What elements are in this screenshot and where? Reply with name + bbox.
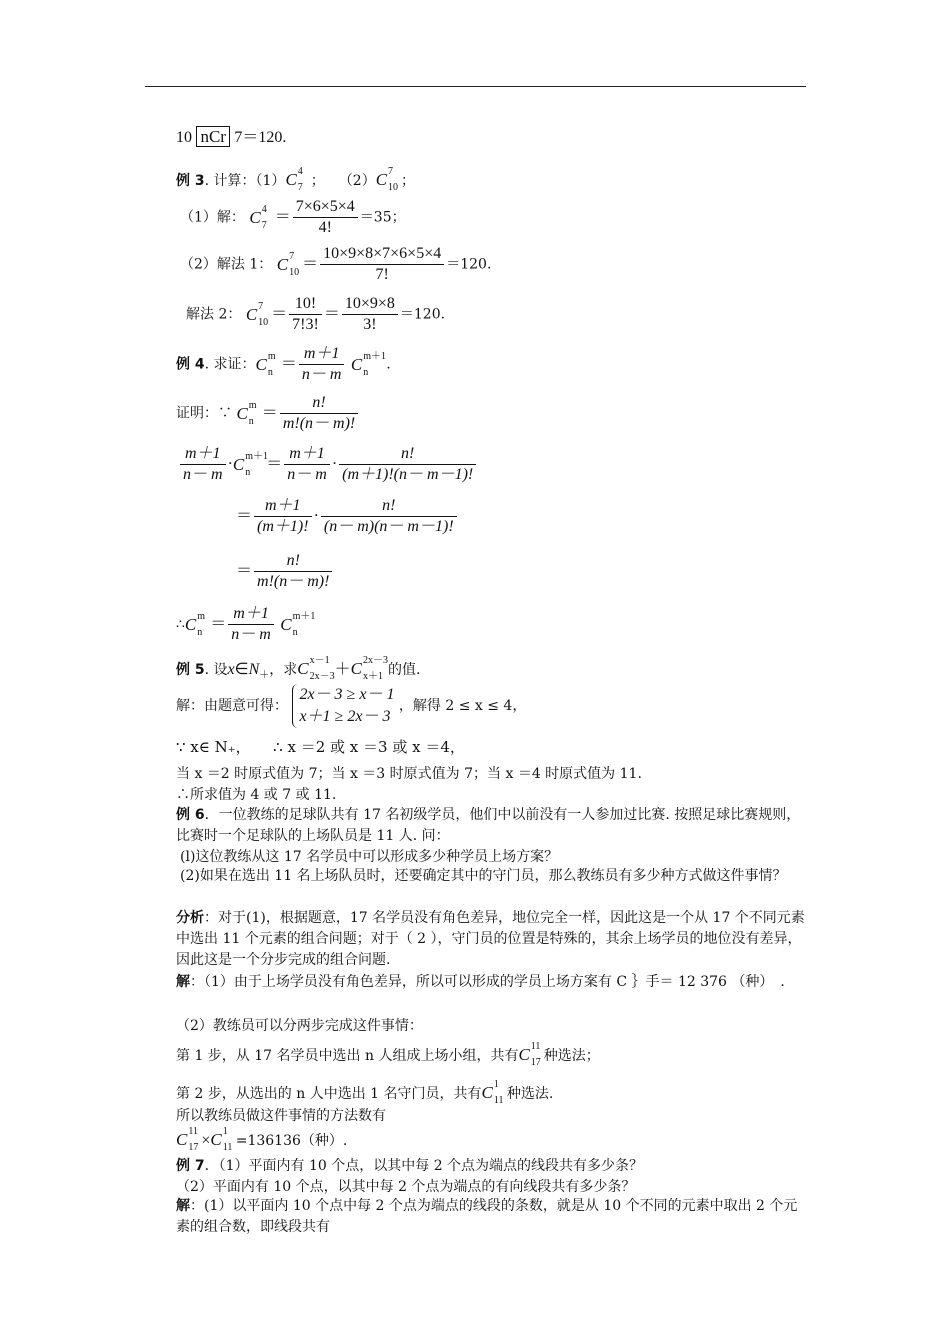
line-result: 7＝120. [234, 129, 287, 146]
result: ＝35； [359, 209, 406, 226]
proof-label: 证明：∵ [176, 405, 232, 422]
denominator: 4! [318, 219, 332, 236]
example-end: . [386, 356, 391, 373]
numerator: m＋1 [254, 498, 312, 517]
inequality-system [292, 684, 394, 728]
numerator: n! [254, 553, 332, 572]
example-end: ； [401, 173, 416, 189]
example-7 [176, 1159, 643, 1173]
denominator: m!(n－ m)! [282, 415, 356, 432]
example-end: 的值. [387, 662, 421, 678]
example-3-solution-1: （1）解： C 4 7 ＝ $\frac{7\times 6\times 5\times 4}{4!}$ ＝35； [180, 198, 406, 236]
example-4: 例 4. 求证：C m n ＝ $\frac{m+1}{n- m}$ C m＋1 n . [176, 345, 391, 383]
example-6-step-intro: （2）教练员可以分两步完成这件事情： [176, 1018, 423, 1034]
example-5-values: 当 x ＝2 时原式值为 7；当 x ＝3 时原式值为 7；当 x ＝4 时原式值为 11. [176, 766, 642, 782]
example-text: . 求证： [204, 356, 256, 373]
example-6-question-2: (2)如果在选出 11 名上场队员时，还要确定其中的守门员，那么教练员有多少种方式做这件事情？ [180, 868, 787, 884]
proof-line: 证明：∵ C m n ＝ $\frac{n!}{m!(n- m)!}$ [176, 395, 360, 432]
example-6-method-count: 所以教练员做这件事情的方法数有 [176, 1108, 386, 1124]
numerator: m＋1 [284, 446, 330, 465]
step-text-end: 种选法； [543, 1048, 600, 1064]
numerator: 10! [289, 296, 322, 315]
example-label: 例 5 [176, 662, 205, 678]
result: ，解得 2 ≤ x ≤ 4， [398, 698, 527, 714]
solution-label: 解 [176, 1198, 190, 1214]
example-3-solution-3: 解法 2： C 7 10 ＝ $\frac{10!}{7!3!}$ ＝ $\frac{10\times 9\times 8}{3!}$ ＝120. [186, 295, 446, 333]
example-3-solution-2: （2）解法 1： C 7 10 ＝ $\frac{10\times 9\times 8\times 7\times 6\times 5\times 4}{7!}$ ＝120. [180, 245, 492, 283]
proof-step-3: ＝ $\frac{n!}{m!(n- m)!}$ [236, 553, 334, 590]
numerator: m＋1 [299, 346, 345, 365]
step-text: 第 2 步，从选出的 n 人中选出 1 名守门员，共有 [176, 1086, 482, 1102]
solution-label: 解 [176, 974, 190, 990]
example-label: 例 7 [176, 1158, 205, 1174]
example-label: 例 3 [176, 173, 205, 189]
example-6-analysis [176, 908, 806, 971]
result: ＝120. [446, 256, 492, 273]
ncr-key: nCr [196, 126, 230, 147]
numerator: m＋1 [228, 606, 274, 625]
example-5-answer: ∴所求值为 4 或 7 或 11. [176, 787, 337, 803]
result: =136136（种）. [235, 1133, 348, 1149]
therefore: ∴ [176, 616, 185, 633]
solution-label: 解：由题意可得： [176, 698, 288, 714]
numerator: m＋1 [180, 446, 226, 465]
example-label: 例 4 [176, 356, 205, 373]
inequality-2: x＋1 ≥ 2x－ 3 [299, 708, 391, 725]
denominator: n－ m [183, 466, 223, 483]
proof-step-1: $\frac{m+1}{n- m}$ ·C m＋1 n ＝ $\frac{m+1}{n- m}$ · $\frac{n!}{(m+1)!(n- m-1)!}$ [178, 446, 478, 483]
example-text-2: ； （2） [310, 173, 376, 189]
example-6-solution [176, 972, 806, 993]
example-label: 例 6 [176, 807, 205, 823]
numerator: 10×9×8×7×6×5×4 [320, 246, 444, 265]
result: ＝120. [399, 306, 446, 323]
example-6-question-1: (l)这位教练从这 17 名学员中可以形成多少种学员上场方案？ [180, 849, 559, 865]
example-7-solution [176, 1196, 806, 1238]
numerator: 10×9×8 [342, 296, 398, 315]
solution-label: 解法 2： [186, 306, 242, 323]
denominator: 7! [375, 266, 389, 283]
example-text: ．一位教练的足球队共有 17 名初级学员，他们中以前没有一人参加过比赛. 按照足球比赛规则，比赛时一个足球队的上场队员是 11 人. 问： [176, 807, 801, 844]
denominator: 7!3! [292, 316, 319, 333]
header-rule [145, 86, 806, 87]
denominator: n－ m [287, 466, 327, 483]
example-6-product: C 11 17 ×C 1 11 =136136（种）. [176, 1126, 348, 1153]
example-5-solution [176, 684, 526, 728]
numerator: n! [321, 498, 457, 517]
denominator: 3! [363, 316, 377, 333]
numerator: 7×6×5×4 [293, 199, 358, 218]
numerator: n! [280, 395, 358, 414]
line-prefix: 10 [176, 129, 192, 146]
analysis-text: ：对于(1)，根据题意，17 名学员没有角色差异，地位完全一样，因此这是一个从 17 个不同元素中选出 11 个元素的组合问题；对于（ 2 ），守门员的位置是特殊的，其余上场学员的地位没有差异，因此这是一个分步完成的组合问题. [176, 910, 805, 968]
example-6-step-2: 第 2 步，从选出的 n 人中选出 1 名守门员，共有C 1 11 种选法. [176, 1079, 554, 1106]
example-7-question-2: （2）平面内有 10 个点，以其中每 2 个点为端点的有向线段共有多少条？ [176, 1179, 636, 1195]
solution-text: ：(1）以平面内 10 个点中每 2 个点为端点的线段的条数，就是从 10 个不同的元素中取出 2 个元素的组合数，即线段共有 [176, 1198, 798, 1235]
analysis-label: 分析 [176, 910, 204, 926]
denominator: n－ m [301, 366, 342, 383]
denominator: (n－ m)(n－ m－1)! [323, 518, 454, 535]
proof-step-2: ＝ $\frac{m+1}{(m+1)!}$ · $\frac{n!}{(n- m)(n- m-1)!}$ [236, 498, 459, 535]
example-3: 例 3. 计算：（1）C 4 7 ； （2）C 7 10 ； [176, 166, 416, 193]
denominator: m!(n－ m)! [257, 573, 330, 590]
step-text: 第 1 步，从 17 名学员中选出 n 人组成上场小组，共有 [176, 1048, 519, 1064]
example-5: 例 5. 设$x\in N_+$，求C x－1 2x－3 ＋C 2x－3 x＋1 的值. [176, 655, 421, 682]
numerator: n! [339, 446, 476, 465]
denominator: n－ m [231, 626, 271, 643]
example-text-2: ，求 [269, 662, 298, 678]
calculator-line [176, 128, 286, 146]
example-text: ．（1）平面内有 10 个点，以其中每 2 个点为端点的线段共有多少条？ [204, 1158, 644, 1174]
inequality-1: 2x－ 3 ≥ x－ 1 [299, 686, 395, 703]
example-5-cases: ∵ x∈ N₊， ∴ x ＝2 或 x ＝3 或 x ＝4， [176, 738, 465, 756]
denominator: (m＋1)!(n－ m－1)! [342, 466, 474, 483]
solution-label: （2）解法 1： [180, 256, 273, 273]
solution-label: （1）解： [180, 209, 245, 226]
proof-conclusion: ∴C m n ＝ $\frac{m+1}{n- m}$ C m＋1 n [176, 605, 316, 643]
example-text: . 计算：（1） [204, 173, 286, 189]
example-6-step-1: 第 1 步，从 17 名学员中选出 n 人组成上场小组，共有C 11 17 种选法； [176, 1041, 600, 1068]
denominator: (m＋1)! [257, 518, 309, 535]
solution-text: ：（1）由于上场学员没有角色差异，所以可以形成的学员上场方案有 C ｝手＝ 12 376 （种） . [190, 974, 785, 990]
example-text: . 设 [204, 662, 228, 678]
example-6 [176, 805, 806, 847]
step-text-end: 种选法. [506, 1086, 554, 1102]
